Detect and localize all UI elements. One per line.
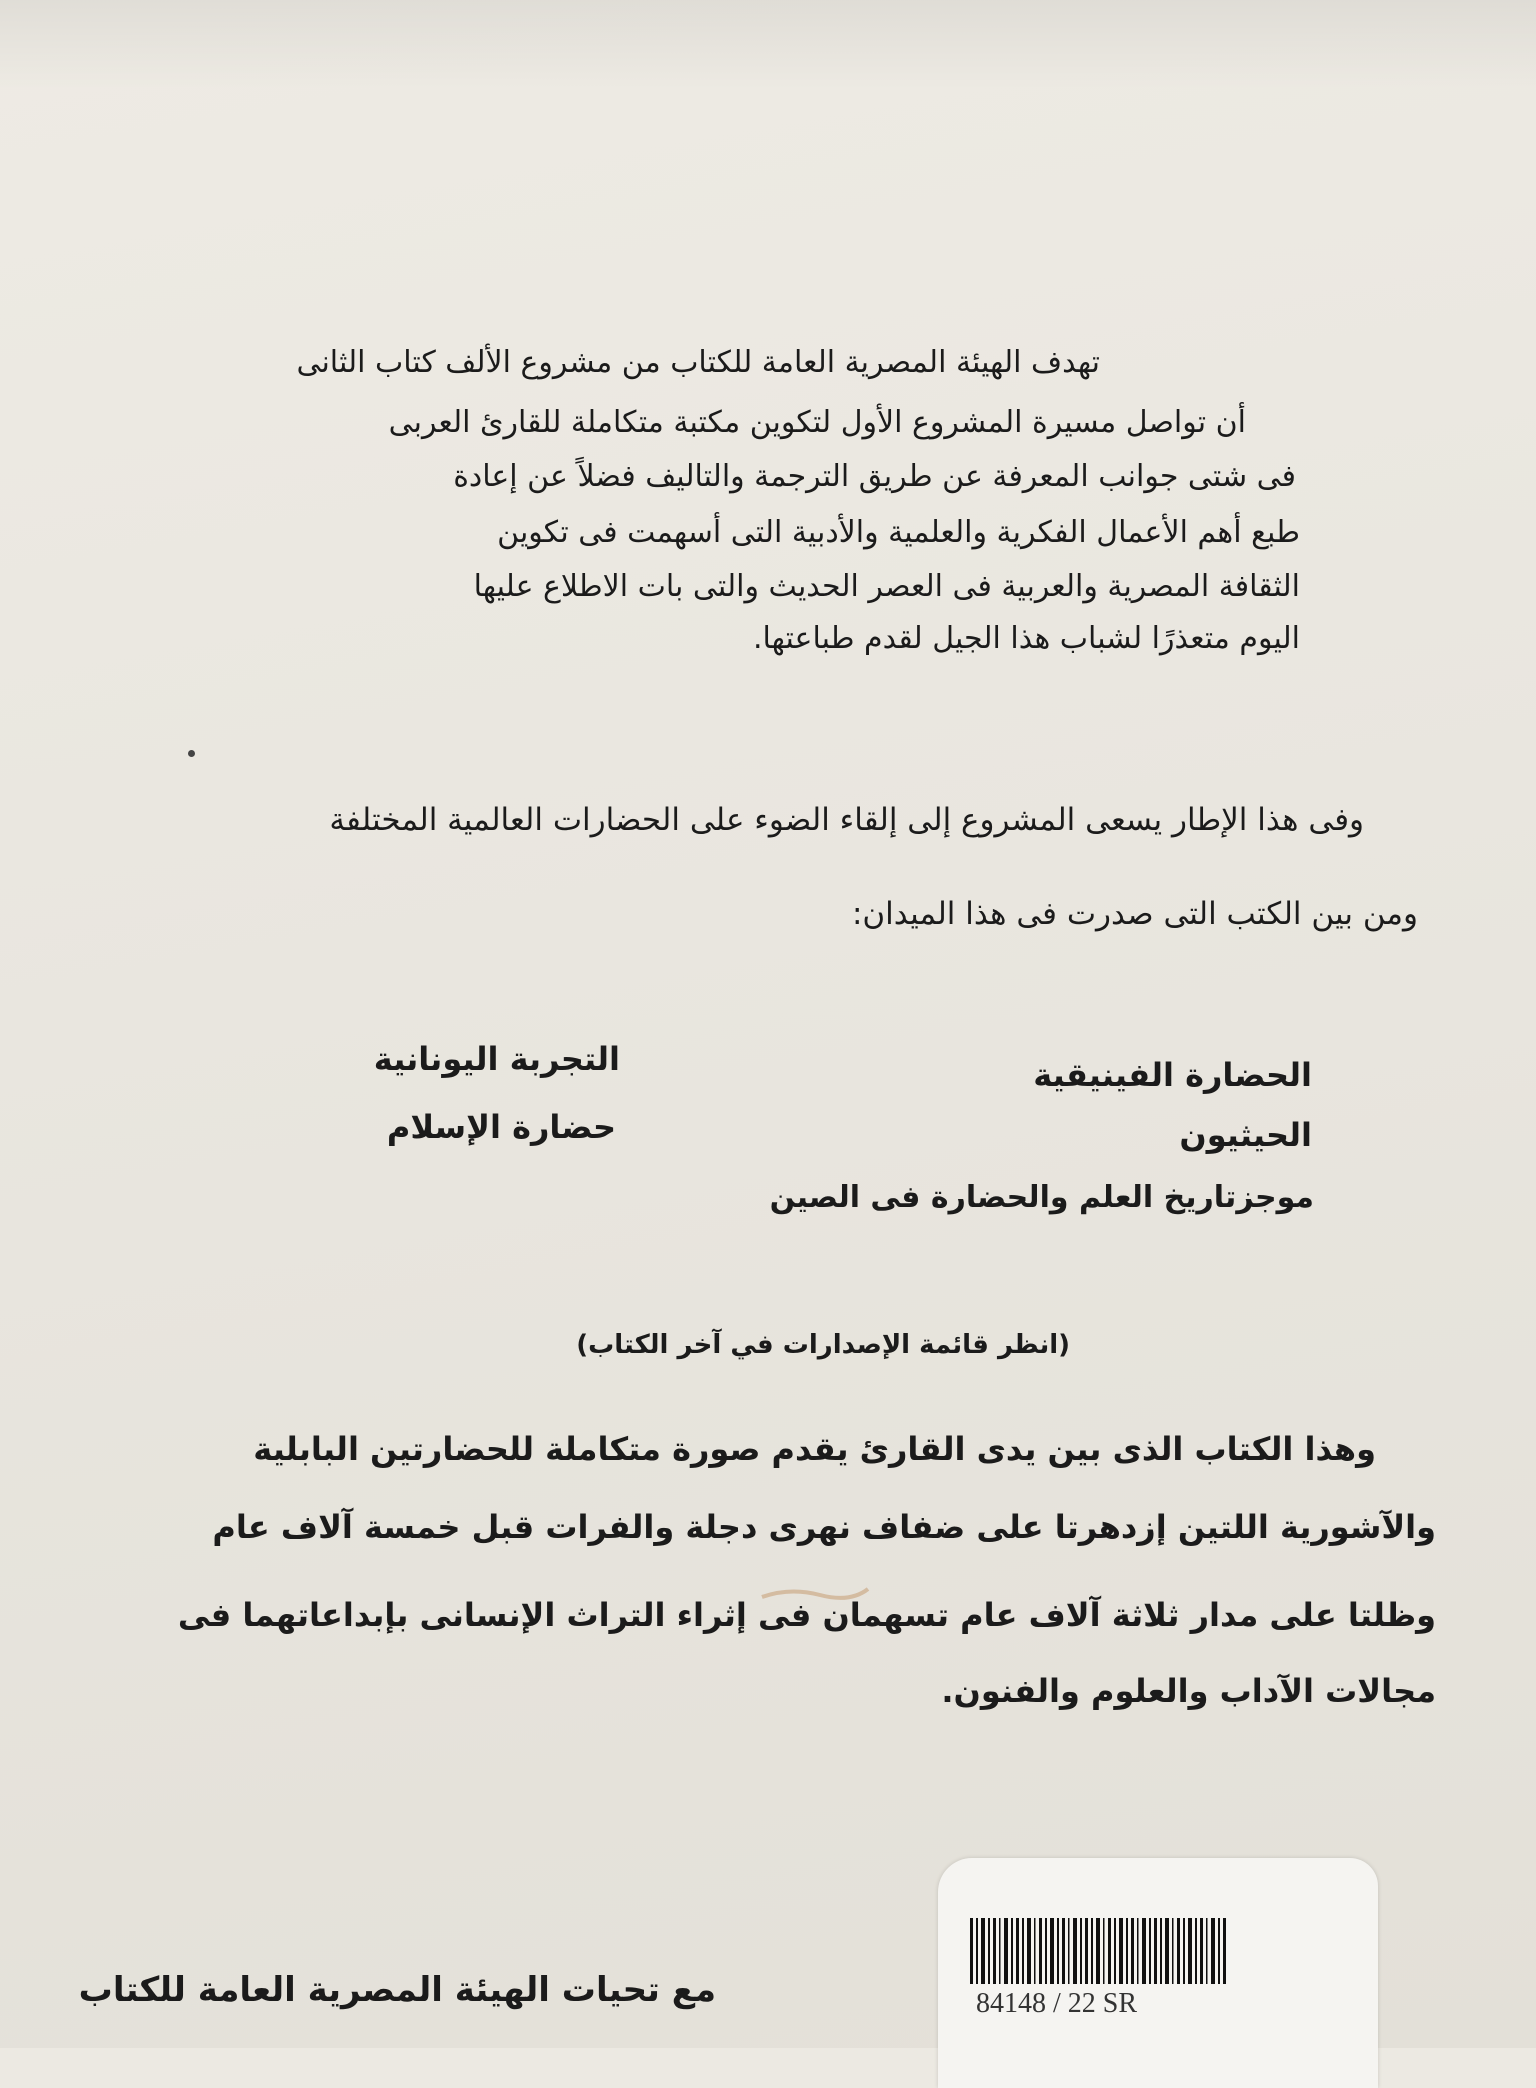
intro-line-2: أن تواصل مسيرة المشروع الأول لتكوين مكتبة متكاملة للقارئ العربى — [388, 405, 1246, 440]
description-line-1: وهذا الكتاب الذى بين يدى القارئ يقدم صورة متكاملة للحضارتين البابلية — [253, 1430, 1376, 1468]
ink-dot — [188, 750, 195, 757]
book-title: الحيثيون — [1179, 1116, 1312, 1154]
intro-line-1: تهدف الهيئة المصرية العامة للكتاب من مشروع الألف كتاب الثانى — [296, 345, 1100, 380]
framework-line-1: وفى هذا الإطار يسعى المشروع إلى إلقاء الضوء على الحضارات العالمية المختلفة — [329, 802, 1364, 838]
description-line-3: وظلتا على مدار ثلاثة آلاف عام تسهمان فى إثراء التراث الإنسانى بإبداعاتهما فى — [177, 1596, 1436, 1634]
intro-line-5: الثقافة المصرية والعربية فى العصر الحديث والتى بات الاطلاع عليها — [473, 569, 1300, 604]
page-shadow — [0, 0, 1536, 90]
book-title: الحضارة الفينيقية — [1033, 1056, 1312, 1094]
intro-line-6: اليوم متعذرًا لشباب هذا الجيل لقدم طباعتها. — [752, 621, 1300, 656]
sticker-code: 84148 / 22 SR — [976, 1988, 1138, 2019]
barcode-icon — [970, 1918, 1230, 1984]
page-smudge — [760, 1585, 870, 1605]
intro-line-4: طبع أهم الأعمال الفكرية والعلمية والأدبية التى أسهمت فى تكوين — [497, 515, 1300, 550]
framework-line-2: ومن بين الكتب التى صدرت فى هذا الميدان: — [851, 896, 1418, 932]
book-title: التجربة اليونانية — [373, 1040, 620, 1078]
book-title: موجزتاريخ العلم والحضارة فى الصين — [769, 1180, 1314, 1215]
footer-greeting: مع تحيات الهيئة المصرية العامة للكتاب — [78, 1970, 716, 2010]
book-title: حضارة الإسلام — [386, 1108, 616, 1146]
see-list-note: (انظر قائمة الإصدارات في آخر الكتاب) — [576, 1330, 1070, 1360]
intro-line-3: فى شتى جوانب المعرفة عن طريق الترجمة والتاليف فضلاً عن إعادة — [453, 459, 1296, 494]
description-line-4: مجالات الآداب والعلوم والفنون. — [941, 1672, 1436, 1710]
barcode-sticker — [938, 1858, 1378, 2088]
description-line-2: والآشورية اللتين إزدهرتا على ضفاف نهرى دجلة والفرات قبل خمسة آلاف عام — [212, 1508, 1436, 1546]
